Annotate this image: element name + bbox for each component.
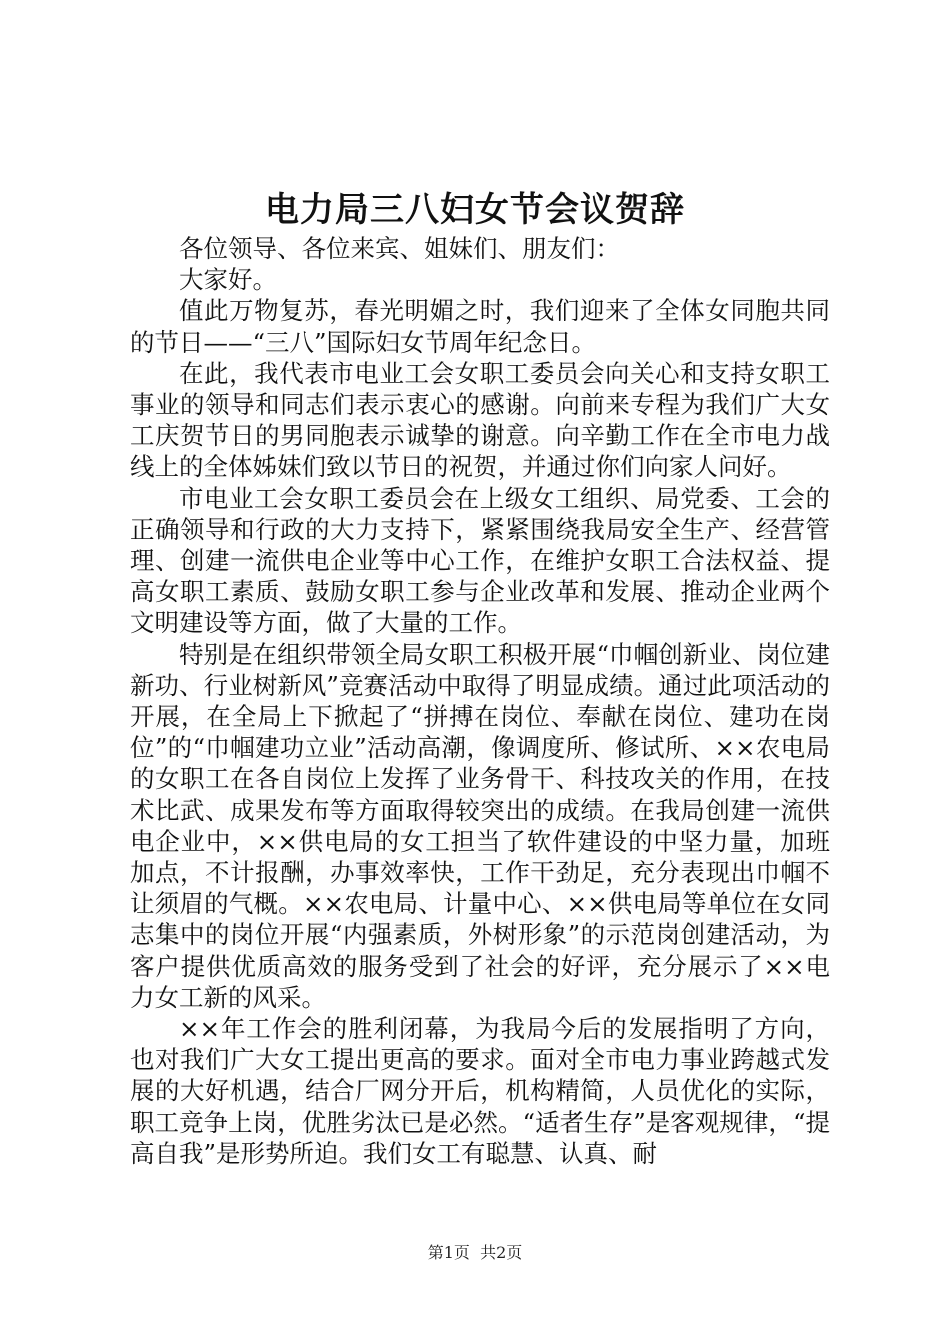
body-paragraph: ××年工作会的胜利闭幕，为我局今后的发展指明了方向，也对我们广大女工提出更高的要求。面对全市电力事业跨越式发展的大好机遇，结合厂网分开后，机构精简，人员优化的实际，职工竞争上岗，优胜劣汰已是必然。“适者生存”是客观规律，“提高自我”是形势所迫。我们女工有聪慧、认真、耐 <box>130 1014 830 1168</box>
body-paragraph: 特别是在组织带领全局女职工积极开展“巾帼创新业、岗位建新功、行业树新风”竞赛活动中取得了明显成绩。通过此项活动的开展，在全局上下掀起了“拼搏在岗位、奉献在岗位、建功在岗位”的“巾帼建功立业”活动高潮，像调度所、修试所、××农电局的女职工在各自岗位上发挥了业务骨干、科技攻关的作用，在技术比武、成果发布等方面取得较突出的成绩。在我局创建一流供电企业中，××供电局的女工担当了软件建设的中坚力量，加班加点，不计报酬，办事效率快，工作干劲足，充分表现出巾帼不让须眉的气概。××农电局、计量中心、××供电局等单位在女同志集中的岗位开展“内强素质，外树形象”的示范岗创建活动，为客户提供优质高效的服务受到了社会的好评，充分展示了××电力女工新的风采。 <box>130 639 830 1012</box>
document-body <box>130 233 830 1169</box>
salutation-paragraph: 各位领导、各位来宾、姐妹们、朋友们： <box>179 234 620 263</box>
greeting-paragraph: 大家好。 <box>179 265 277 295</box>
body-paragraph: 值此万物复苏，春光明媚之时，我们迎来了全体女同胞共同的节日——“三八”国际妇女节周年纪念日。 <box>130 296 830 357</box>
body-paragraph: 在此，我代表市电业工会女职工委员会向关心和支持女职工事业的领导和同志们表示衷心的感谢。向前来专程为我们广大女工庆贺节日的男同胞表示诚挚的谢意。向辛勤工作在全市电力战线上的全体姊妹们致以节日的祝贺，并通过你们向家人问好。 <box>130 358 830 482</box>
page-footer: 第1页 共2页 <box>427 1243 523 1262</box>
document-title: 电力局三八妇女节会议贺辞 <box>265 190 685 230</box>
body-paragraph: 市电业工会女职工委员会在上级女工组织、局党委、工会的正确领导和行政的大力支持下，紧紧围绕我局安全生产、经营管理、创建一流供电企业等中心工作，在维护女职工合法权益、提高女职工素质、鼓励女职工参与企业改革和发展、推动企业两个文明建设等方面，做了大量的工作。 <box>130 483 830 638</box>
